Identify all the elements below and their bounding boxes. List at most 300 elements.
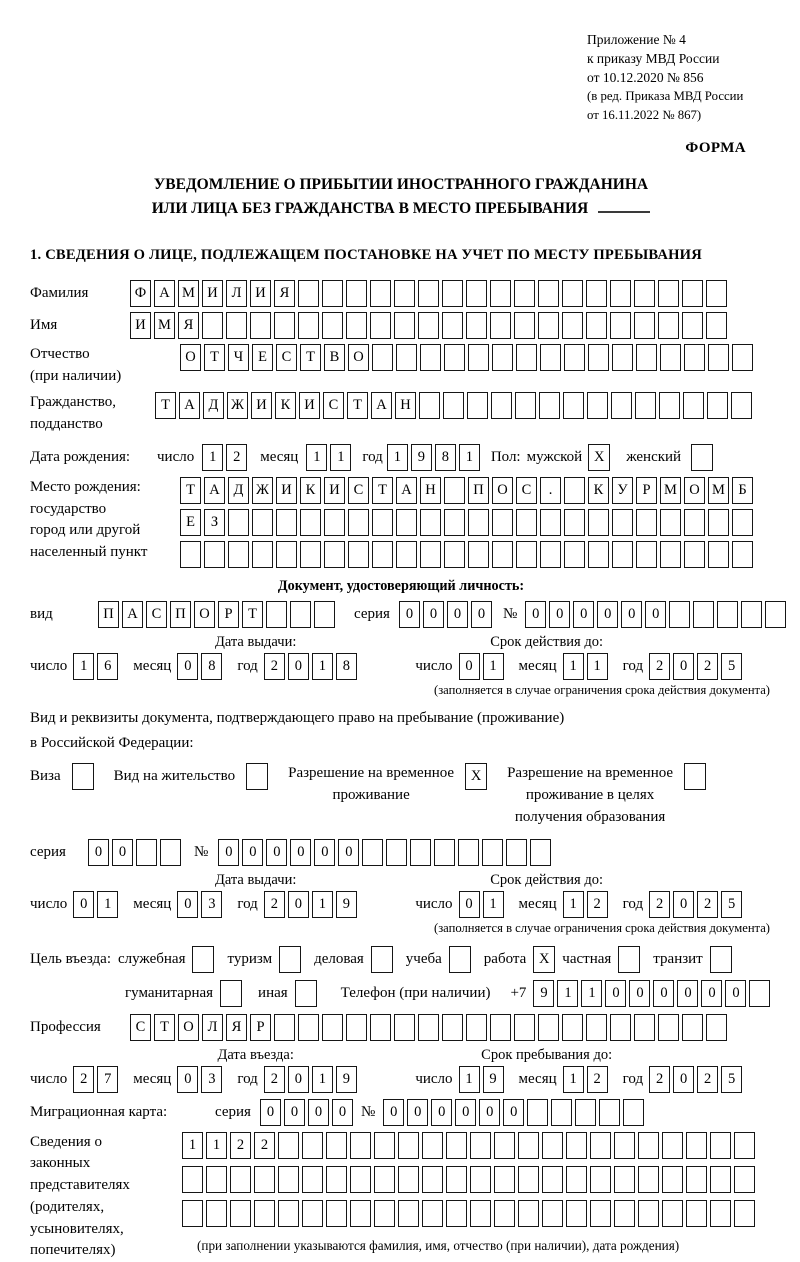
char-cell[interactable] — [590, 1200, 611, 1227]
char-cell[interactable] — [468, 541, 489, 568]
char-cell[interactable] — [326, 1200, 347, 1227]
char-cell[interactable]: К — [300, 477, 321, 504]
char-cell[interactable] — [494, 1166, 515, 1193]
char-cell[interactable] — [490, 280, 511, 307]
char-cell[interactable] — [538, 1014, 559, 1041]
char-cell[interactable] — [658, 1014, 679, 1041]
char-cell[interactable] — [482, 839, 503, 866]
char-cell[interactable] — [346, 312, 367, 339]
char-cell[interactable] — [398, 1132, 419, 1159]
char-cell[interactable] — [634, 280, 655, 307]
char-cell[interactable]: Н — [420, 477, 441, 504]
char-cell[interactable] — [490, 312, 511, 339]
char-cell[interactable] — [566, 1132, 587, 1159]
char-cell[interactable] — [274, 1014, 295, 1041]
char-cell[interactable] — [398, 1166, 419, 1193]
char-cell[interactable] — [252, 541, 273, 568]
char-cell[interactable]: 0 — [177, 891, 198, 918]
char-cell[interactable] — [636, 541, 657, 568]
char-cell[interactable] — [527, 1099, 548, 1126]
char-cell[interactable] — [370, 280, 391, 307]
char-cell[interactable] — [230, 1166, 251, 1193]
char-cell[interactable] — [322, 312, 343, 339]
char-cell[interactable] — [530, 839, 551, 866]
char-cell[interactable]: 1 — [97, 891, 118, 918]
char-cell[interactable]: 1 — [563, 653, 584, 680]
char-cell[interactable] — [396, 509, 417, 536]
char-cell[interactable] — [467, 392, 488, 419]
char-cell[interactable]: 0 — [653, 980, 674, 1007]
char-cell[interactable]: 0 — [503, 1099, 524, 1126]
char-cell[interactable] — [346, 280, 367, 307]
char-cell[interactable]: 1 — [563, 891, 584, 918]
char-cell[interactable] — [492, 509, 513, 536]
char-cell[interactable] — [374, 1200, 395, 1227]
char-cell[interactable] — [658, 280, 679, 307]
char-cell[interactable] — [348, 541, 369, 568]
char-cell[interactable] — [515, 392, 536, 419]
char-cell[interactable]: И — [251, 392, 272, 419]
char-cell[interactable] — [562, 1014, 583, 1041]
char-cell[interactable] — [324, 509, 345, 536]
char-cell[interactable]: 1 — [206, 1132, 227, 1159]
char-cell[interactable]: 9 — [336, 891, 357, 918]
char-cell[interactable] — [734, 1166, 755, 1193]
char-cell[interactable]: 3 — [201, 1066, 222, 1093]
char-cell[interactable]: 2 — [697, 653, 718, 680]
char-cell[interactable]: У — [612, 477, 633, 504]
char-cell[interactable] — [634, 312, 655, 339]
char-cell[interactable] — [491, 392, 512, 419]
char-cell[interactable] — [422, 1132, 443, 1159]
char-cell[interactable] — [586, 1014, 607, 1041]
char-cell[interactable] — [442, 1014, 463, 1041]
char-cell[interactable] — [686, 1166, 707, 1193]
char-cell[interactable]: 0 — [407, 1099, 428, 1126]
char-cell[interactable]: Т — [154, 1014, 175, 1041]
char-cell[interactable] — [636, 509, 657, 536]
char-cell[interactable] — [160, 839, 181, 866]
char-cell[interactable]: 0 — [73, 891, 94, 918]
char-cell[interactable] — [542, 1200, 563, 1227]
char-cell[interactable] — [586, 312, 607, 339]
char-cell[interactable] — [410, 839, 431, 866]
char-cell[interactable] — [710, 1200, 731, 1227]
char-cell[interactable] — [490, 1014, 511, 1041]
char-cell[interactable]: 1 — [330, 444, 351, 471]
char-cell[interactable]: С — [323, 392, 344, 419]
char-cell[interactable]: 9 — [483, 1066, 504, 1093]
char-cell[interactable] — [551, 1099, 572, 1126]
char-cell[interactable] — [638, 1166, 659, 1193]
char-cell[interactable]: 0 — [677, 980, 698, 1007]
char-cell[interactable]: И — [202, 280, 223, 307]
char-cell[interactable] — [708, 344, 729, 371]
char-cell[interactable] — [446, 1200, 467, 1227]
purpose-transit-checkbox[interactable] — [710, 946, 732, 973]
purpose-humanitarian-checkbox[interactable] — [220, 980, 242, 1007]
char-cell[interactable] — [662, 1132, 683, 1159]
char-cell[interactable] — [741, 601, 762, 628]
char-cell[interactable] — [610, 280, 631, 307]
char-cell[interactable] — [372, 509, 393, 536]
char-cell[interactable]: А — [179, 392, 200, 419]
char-cell[interactable]: 0 — [399, 601, 420, 628]
char-cell[interactable] — [302, 1166, 323, 1193]
char-cell[interactable]: П — [468, 477, 489, 504]
char-cell[interactable] — [470, 1132, 491, 1159]
char-cell[interactable] — [514, 312, 535, 339]
char-cell[interactable]: 0 — [629, 980, 650, 1007]
char-cell[interactable] — [542, 1132, 563, 1159]
char-cell[interactable]: Т — [372, 477, 393, 504]
char-cell[interactable]: 1 — [581, 980, 602, 1007]
char-cell[interactable] — [374, 1132, 395, 1159]
char-cell[interactable]: А — [396, 477, 417, 504]
char-cell[interactable]: 0 — [459, 653, 480, 680]
char-cell[interactable] — [290, 601, 311, 628]
char-cell[interactable]: 1 — [182, 1132, 203, 1159]
char-cell[interactable]: 0 — [288, 1066, 309, 1093]
sex-female-checkbox[interactable] — [691, 444, 713, 471]
char-cell[interactable] — [466, 280, 487, 307]
char-cell[interactable] — [324, 541, 345, 568]
char-cell[interactable] — [516, 541, 537, 568]
char-cell[interactable] — [588, 541, 609, 568]
char-cell[interactable] — [614, 1166, 635, 1193]
char-cell[interactable] — [662, 1166, 683, 1193]
char-cell[interactable]: Т — [155, 392, 176, 419]
char-cell[interactable] — [418, 280, 439, 307]
char-cell[interactable]: 0 — [383, 1099, 404, 1126]
char-cell[interactable]: Т — [242, 601, 263, 628]
char-cell[interactable] — [254, 1166, 275, 1193]
char-cell[interactable]: 9 — [411, 444, 432, 471]
char-cell[interactable]: 2 — [649, 891, 670, 918]
char-cell[interactable] — [494, 1200, 515, 1227]
char-cell[interactable] — [614, 1200, 635, 1227]
char-cell[interactable] — [422, 1166, 443, 1193]
char-cell[interactable] — [298, 1014, 319, 1041]
char-cell[interactable] — [634, 1014, 655, 1041]
char-cell[interactable] — [394, 280, 415, 307]
char-cell[interactable] — [470, 1200, 491, 1227]
char-cell[interactable]: 1 — [306, 444, 327, 471]
purpose-tourism-checkbox[interactable] — [279, 946, 301, 973]
char-cell[interactable]: 5 — [721, 1066, 742, 1093]
char-cell[interactable]: 2 — [649, 653, 670, 680]
char-cell[interactable]: 0 — [447, 601, 468, 628]
char-cell[interactable]: 0 — [645, 601, 666, 628]
char-cell[interactable] — [538, 312, 559, 339]
char-cell[interactable]: И — [299, 392, 320, 419]
char-cell[interactable] — [516, 344, 537, 371]
char-cell[interactable] — [418, 1014, 439, 1041]
char-cell[interactable] — [586, 280, 607, 307]
char-cell[interactable] — [540, 344, 561, 371]
char-cell[interactable] — [539, 392, 560, 419]
char-cell[interactable]: 0 — [725, 980, 746, 1007]
char-cell[interactable] — [206, 1166, 227, 1193]
char-cell[interactable] — [372, 344, 393, 371]
char-cell[interactable]: А — [204, 477, 225, 504]
char-cell[interactable] — [708, 541, 729, 568]
char-cell[interactable]: С — [276, 344, 297, 371]
char-cell[interactable] — [346, 1014, 367, 1041]
char-cell[interactable] — [374, 1166, 395, 1193]
char-cell[interactable]: К — [275, 392, 296, 419]
char-cell[interactable]: Н — [395, 392, 416, 419]
char-cell[interactable] — [693, 601, 714, 628]
char-cell[interactable]: О — [492, 477, 513, 504]
char-cell[interactable] — [228, 541, 249, 568]
char-cell[interactable]: 2 — [264, 653, 285, 680]
char-cell[interactable]: 0 — [266, 839, 287, 866]
char-cell[interactable]: Е — [252, 344, 273, 371]
char-cell[interactable]: 1 — [312, 1066, 333, 1093]
char-cell[interactable] — [444, 344, 465, 371]
purpose-study-checkbox[interactable] — [449, 946, 471, 973]
char-cell[interactable] — [422, 1200, 443, 1227]
char-cell[interactable]: 2 — [697, 891, 718, 918]
char-cell[interactable]: Ж — [252, 477, 273, 504]
char-cell[interactable]: 1 — [483, 653, 504, 680]
char-cell[interactable] — [706, 1014, 727, 1041]
char-cell[interactable] — [562, 312, 583, 339]
char-cell[interactable]: Л — [226, 280, 247, 307]
char-cell[interactable] — [468, 509, 489, 536]
char-cell[interactable]: Я — [226, 1014, 247, 1041]
char-cell[interactable] — [322, 280, 343, 307]
char-cell[interactable] — [684, 509, 705, 536]
char-cell[interactable] — [466, 1014, 487, 1041]
char-cell[interactable] — [540, 509, 561, 536]
char-cell[interactable] — [136, 839, 157, 866]
char-cell[interactable] — [516, 509, 537, 536]
char-cell[interactable] — [562, 280, 583, 307]
visa-checkbox[interactable] — [72, 763, 94, 790]
char-cell[interactable]: А — [154, 280, 175, 307]
char-cell[interactable] — [717, 601, 738, 628]
char-cell[interactable]: 1 — [312, 891, 333, 918]
char-cell[interactable]: 0 — [673, 653, 694, 680]
char-cell[interactable] — [682, 1014, 703, 1041]
edu-residence-permit-checkbox[interactable] — [684, 763, 706, 790]
char-cell[interactable] — [326, 1132, 347, 1159]
char-cell[interactable]: 0 — [549, 601, 570, 628]
char-cell[interactable]: 1 — [459, 444, 480, 471]
char-cell[interactable] — [662, 1200, 683, 1227]
char-cell[interactable] — [444, 509, 465, 536]
char-cell[interactable] — [684, 344, 705, 371]
char-cell[interactable] — [276, 509, 297, 536]
char-cell[interactable]: Т — [300, 344, 321, 371]
char-cell[interactable] — [734, 1200, 755, 1227]
char-cell[interactable] — [590, 1132, 611, 1159]
char-cell[interactable]: П — [98, 601, 119, 628]
sex-male-checkbox[interactable]: X — [588, 444, 610, 471]
char-cell[interactable] — [638, 1132, 659, 1159]
char-cell[interactable] — [564, 344, 585, 371]
char-cell[interactable]: В — [324, 344, 345, 371]
char-cell[interactable] — [204, 541, 225, 568]
char-cell[interactable]: 0 — [332, 1099, 353, 1126]
char-cell[interactable]: 0 — [308, 1099, 329, 1126]
char-cell[interactable]: 0 — [597, 601, 618, 628]
char-cell[interactable]: 0 — [284, 1099, 305, 1126]
char-cell[interactable]: . — [540, 477, 561, 504]
char-cell[interactable]: 2 — [697, 1066, 718, 1093]
char-cell[interactable] — [266, 601, 287, 628]
char-cell[interactable] — [494, 1132, 515, 1159]
char-cell[interactable]: 0 — [218, 839, 239, 866]
char-cell[interactable] — [564, 541, 585, 568]
char-cell[interactable]: М — [708, 477, 729, 504]
char-cell[interactable] — [444, 541, 465, 568]
char-cell[interactable]: 0 — [288, 891, 309, 918]
char-cell[interactable] — [298, 312, 319, 339]
char-cell[interactable]: 2 — [264, 891, 285, 918]
residence-permit-checkbox[interactable] — [246, 763, 268, 790]
char-cell[interactable]: 0 — [314, 839, 335, 866]
char-cell[interactable] — [588, 344, 609, 371]
char-cell[interactable]: 0 — [459, 891, 480, 918]
char-cell[interactable] — [254, 1200, 275, 1227]
char-cell[interactable] — [300, 541, 321, 568]
char-cell[interactable]: О — [178, 1014, 199, 1041]
char-cell[interactable]: П — [170, 601, 191, 628]
char-cell[interactable]: Ф — [130, 280, 151, 307]
char-cell[interactable] — [228, 509, 249, 536]
char-cell[interactable] — [734, 1132, 755, 1159]
char-cell[interactable]: 0 — [673, 1066, 694, 1093]
char-cell[interactable] — [683, 392, 704, 419]
char-cell[interactable] — [682, 312, 703, 339]
char-cell[interactable] — [588, 509, 609, 536]
char-cell[interactable]: Я — [274, 280, 295, 307]
char-cell[interactable] — [370, 312, 391, 339]
char-cell[interactable]: 0 — [290, 839, 311, 866]
char-cell[interactable]: 0 — [455, 1099, 476, 1126]
char-cell[interactable] — [636, 344, 657, 371]
char-cell[interactable] — [396, 541, 417, 568]
char-cell[interactable] — [731, 392, 752, 419]
char-cell[interactable] — [564, 509, 585, 536]
char-cell[interactable] — [612, 509, 633, 536]
char-cell[interactable] — [587, 392, 608, 419]
purpose-other-checkbox[interactable] — [295, 980, 317, 1007]
char-cell[interactable]: Л — [202, 1014, 223, 1041]
char-cell[interactable]: 6 — [97, 653, 118, 680]
char-cell[interactable]: 9 — [336, 1066, 357, 1093]
char-cell[interactable]: 0 — [605, 980, 626, 1007]
char-cell[interactable]: К — [588, 477, 609, 504]
char-cell[interactable]: Е — [180, 509, 201, 536]
char-cell[interactable]: 1 — [563, 1066, 584, 1093]
char-cell[interactable] — [684, 541, 705, 568]
char-cell[interactable] — [180, 541, 201, 568]
char-cell[interactable] — [660, 541, 681, 568]
char-cell[interactable] — [470, 1166, 491, 1193]
char-cell[interactable]: 1 — [387, 444, 408, 471]
char-cell[interactable]: 0 — [177, 653, 198, 680]
char-cell[interactable]: 1 — [73, 653, 94, 680]
char-cell[interactable]: А — [371, 392, 392, 419]
char-cell[interactable] — [362, 839, 383, 866]
char-cell[interactable]: 0 — [573, 601, 594, 628]
char-cell[interactable] — [590, 1166, 611, 1193]
char-cell[interactable]: 0 — [701, 980, 722, 1007]
char-cell[interactable]: 2 — [264, 1066, 285, 1093]
char-cell[interactable]: 9 — [533, 980, 554, 1007]
char-cell[interactable] — [599, 1099, 620, 1126]
char-cell[interactable] — [612, 541, 633, 568]
char-cell[interactable]: 2 — [254, 1132, 275, 1159]
char-cell[interactable] — [370, 1014, 391, 1041]
char-cell[interactable] — [765, 601, 786, 628]
char-cell[interactable]: С — [348, 477, 369, 504]
char-cell[interactable]: 5 — [721, 653, 742, 680]
char-cell[interactable]: 5 — [721, 891, 742, 918]
char-cell[interactable] — [492, 344, 513, 371]
char-cell[interactable]: Т — [204, 344, 225, 371]
char-cell[interactable]: 0 — [242, 839, 263, 866]
char-cell[interactable] — [466, 312, 487, 339]
char-cell[interactable] — [686, 1200, 707, 1227]
char-cell[interactable] — [182, 1166, 203, 1193]
char-cell[interactable] — [686, 1132, 707, 1159]
char-cell[interactable]: 1 — [483, 891, 504, 918]
char-cell[interactable]: 2 — [587, 1066, 608, 1093]
char-cell[interactable] — [442, 280, 463, 307]
char-cell[interactable]: 0 — [112, 839, 133, 866]
char-cell[interactable]: С — [146, 601, 167, 628]
char-cell[interactable] — [274, 312, 295, 339]
char-cell[interactable] — [446, 1132, 467, 1159]
char-cell[interactable] — [322, 1014, 343, 1041]
char-cell[interactable]: С — [516, 477, 537, 504]
char-cell[interactable] — [350, 1166, 371, 1193]
char-cell[interactable]: Ч — [228, 344, 249, 371]
char-cell[interactable]: О — [348, 344, 369, 371]
char-cell[interactable]: М — [178, 280, 199, 307]
char-cell[interactable] — [610, 312, 631, 339]
char-cell[interactable] — [518, 1166, 539, 1193]
char-cell[interactable]: Р — [218, 601, 239, 628]
char-cell[interactable] — [611, 392, 632, 419]
char-cell[interactable] — [350, 1132, 371, 1159]
char-cell[interactable] — [706, 312, 727, 339]
char-cell[interactable] — [542, 1166, 563, 1193]
char-cell[interactable] — [446, 1166, 467, 1193]
char-cell[interactable]: Д — [203, 392, 224, 419]
char-cell[interactable]: Т — [347, 392, 368, 419]
char-cell[interactable]: Р — [636, 477, 657, 504]
char-cell[interactable] — [394, 1014, 415, 1041]
char-cell[interactable] — [669, 601, 690, 628]
char-cell[interactable] — [442, 312, 463, 339]
char-cell[interactable] — [538, 280, 559, 307]
char-cell[interactable]: 2 — [226, 444, 247, 471]
char-cell[interactable] — [398, 1200, 419, 1227]
char-cell[interactable]: 1 — [587, 653, 608, 680]
char-cell[interactable] — [514, 280, 535, 307]
char-cell[interactable] — [226, 312, 247, 339]
char-cell[interactable]: 0 — [525, 601, 546, 628]
char-cell[interactable]: 0 — [177, 1066, 198, 1093]
char-cell[interactable]: О — [194, 601, 215, 628]
char-cell[interactable]: 0 — [621, 601, 642, 628]
